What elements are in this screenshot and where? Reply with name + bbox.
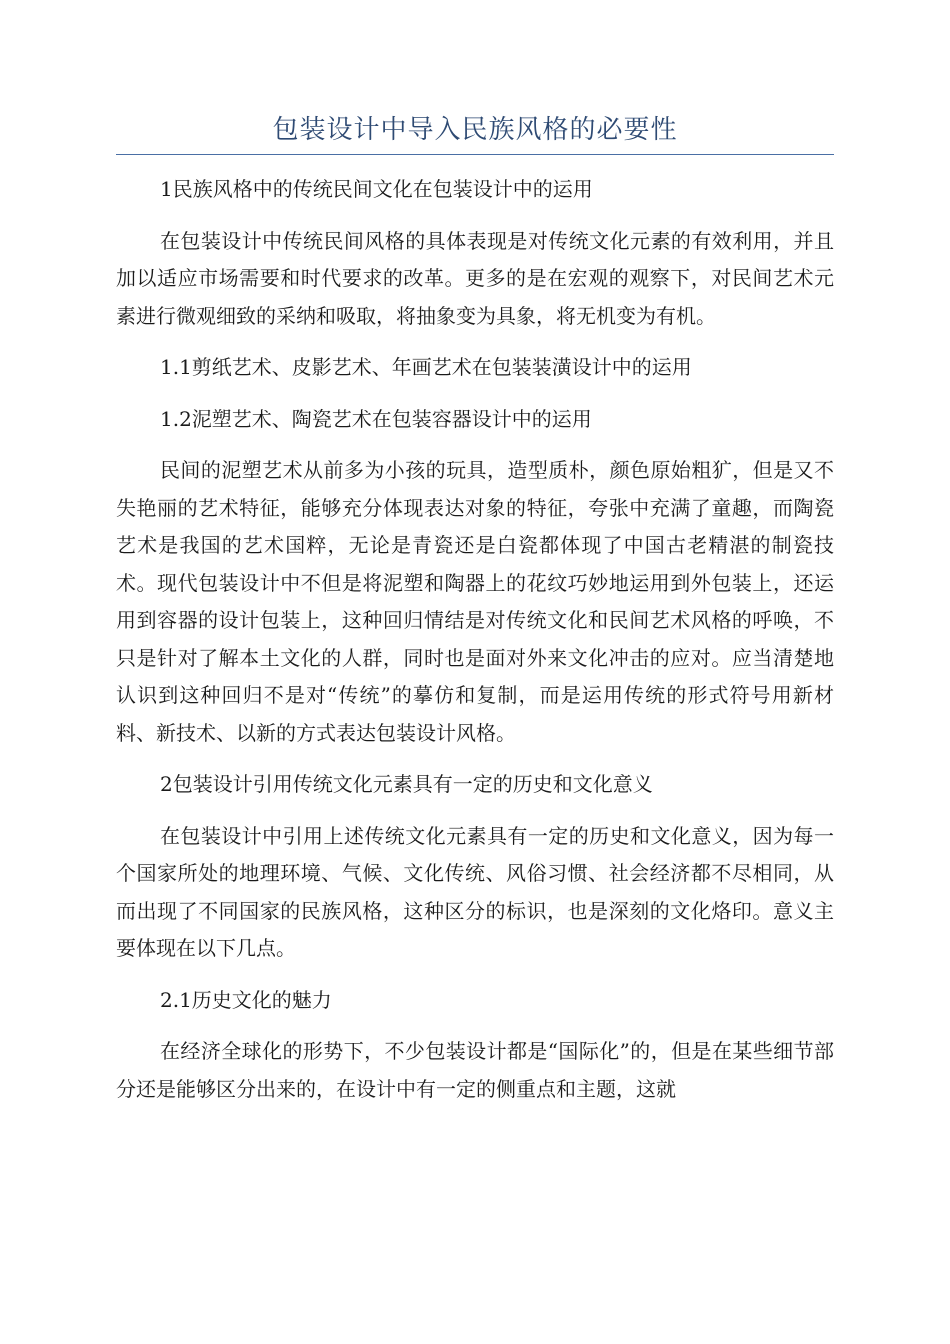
title-underline (116, 154, 834, 155)
paragraph-4: 在经济全球化的形势下，不少包装设计都是“国际化”的，但是在某些细节部分还是能够区分出来的，在设计中有一定的侧重点和主题，这就 (116, 1039, 834, 1101)
section-heading-1-1: 1.1剪纸艺术、皮影艺术、年画艺术在包装装潢设计中的运用 (160, 355, 692, 379)
paragraph-1: 在包装设计中传统民间风格的具体表现是对传统文化元素的有效利用，并且加以适应市场需要和时代要求的改革。更多的是在宏观的观察下，对民间艺术元素进行微观细致的采纳和吸取，将抽象变为具象，将无机变为有机。 (116, 228, 834, 328)
section-heading-1-2: 1.2泥塑艺术、陶瓷艺术在包装容器设计中的运用 (160, 406, 592, 431)
paragraph-2: 民间的泥塑艺术从前多为小孩的玩具，造型质朴，颜色原始粗犷，但是又不失艳丽的艺术特征，能够充分体现表达对象的特征，夸张中充满了童趣，而陶瓷艺术是我国的艺术国粹，无论是青瓷还是白瓷都体现了中国古老精湛的制瓷技术。现代包装设计中不但是将泥塑和陶器上的花纹巧妙地运用到外包装上，还运用到容器的设计包装上，这种回归情结是对传统文化和民间艺术风格的呼唤，不只是针对了解本土文化的人群，同时也是面对外来文化冲击的应对。应当清楚地认识到这种回归不是对“传统”的摹仿和复制，而是运用传统的形式符号用新材料、新技术、以新的方式表达包装设计风格。 (116, 458, 834, 745)
document-title: 包装设计中导入民族风格的必要性 (272, 115, 678, 145)
document-page (116, 108, 834, 1122)
section-heading-2: 2包装设计引用传统文化元素具有一定的历史和文化意义 (160, 772, 653, 796)
section-heading-2-1: 2.1历史文化的魅力 (160, 987, 332, 1012)
section-heading-1: 1民族风格中的传统民间文化在包装设计中的运用 (160, 177, 593, 201)
paragraph-3: 在包装设计中引用上述传统文化元素具有一定的历史和文化意义，因为每一个国家所处的地理环境、气候、文化传统、风俗习惯、社会经济都不尽相同，从而出现了不同国家的民族风格，这种区分的标识，也是深刻的文化烙印。意义主要体现在以下几点。 (116, 823, 834, 960)
